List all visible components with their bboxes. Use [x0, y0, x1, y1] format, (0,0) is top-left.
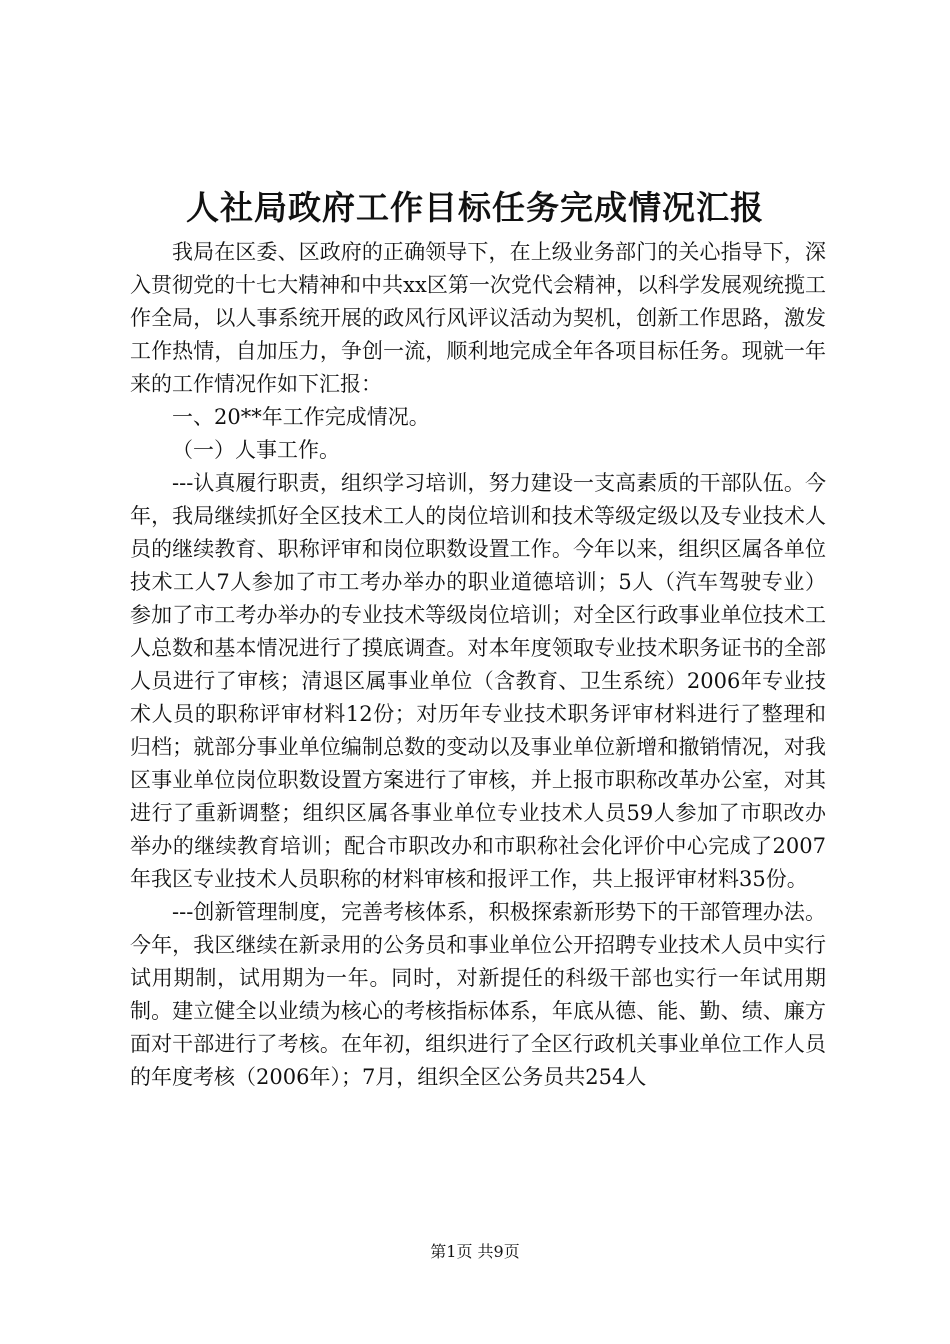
subsection-heading: （一）人事工作。 [172, 438, 340, 462]
document-title: 人社局政府工作目标任务完成情况汇报 [186, 188, 764, 227]
paragraph-personnel-training: ---认真履行职责，组织学习培训，努力建设一支高素质的干部队伍。今年，我局继续抓好全区技术工人的岗位培训和技术等级定级以及专业技术人员的继续教育、职称评审和岗位职数设置工作。今年以来，组织区属各单位技术工人7人参加了市工考办举办的职业道德培训；5人（汽车驾驶专业）参加了市工考办举办的专业技术等级岗位培训；对全区行政事业单位技术工人总数和基本情况进行了摸底调查。对本年度领取专业技术职务证书的全部人员进行了审核；清退区属事业单位（含教育、卫生系统）2006年专业技术人员的职称评审材料12份；对历年专业技术职务评审材料进行了整理和归档；就部分事业单位编制总数的变动以及事业单位新增和撤销情况，对我区事业单位岗位职数设置方案进行了审核，并上报市职称改革办公室，对其进行了重新调整；组织区属各事业单位专业技术人员59人参加了市职改办举办的继续教育培训；配合市职改办和市职称社会化评价中心完成了2007年我区专业技术人员职称的材料审核和报评工作，共上报评审材料35份。 [130, 471, 826, 891]
document-body [130, 236, 826, 1094]
page-number-footer: 第1页 共9页 [430, 1242, 520, 1261]
section-heading: 一、20**年工作完成情况。 [172, 405, 430, 429]
paragraph-intro: 我局在区委、区政府的正确领导下，在上级业务部门的关心指导下，深入贯彻党的十七大精神和中共xx区第一次党代会精神，以科学发展观统揽工作全局，以人事系统开展的政风行风评议活动为契机，创新工作思路，激发工作热情，自加压力，争创一流，顺利地完成全年各项目标任务。现就一年来的工作情况作如下汇报： [130, 240, 826, 396]
paragraph-management-system: ---创新管理制度，完善考核体系，积极探索新形势下的干部管理办法。今年，我区继续在新录用的公务员和事业单位公开招聘专业技术人员中实行试用期制，试用期为一年。同时，对新提任的科级干部也实行一年试用期制。建立健全以业绩为核心的考核指标体系，年底从德、能、勤、绩、廉方面对干部进行了考核。在年初，组织进行了全区行政机关事业单位工作人员的年度考核（2006年）；7月，组织全区公务员共254人 [130, 900, 826, 1089]
